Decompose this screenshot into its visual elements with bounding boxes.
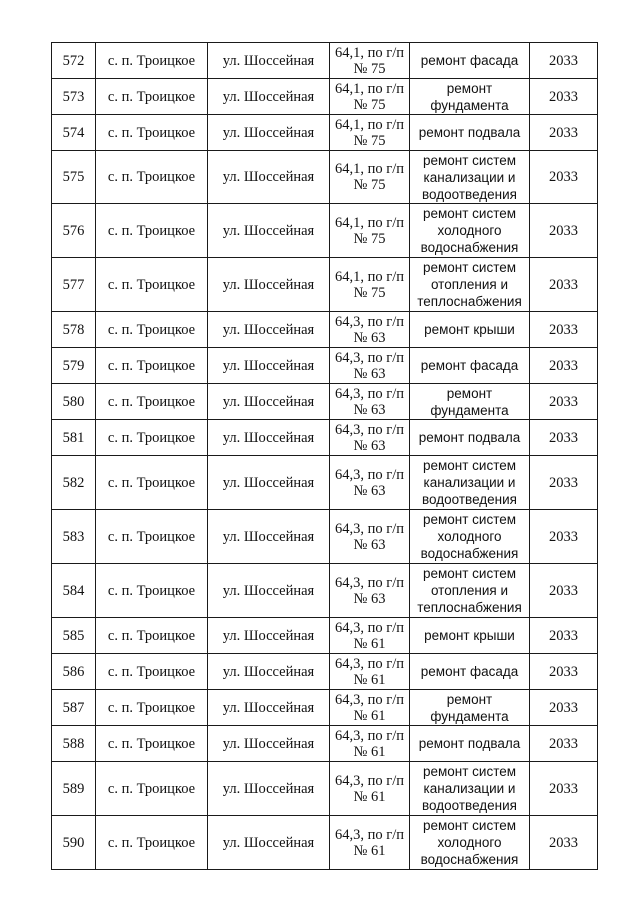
work-type-cell: ремонт подвала bbox=[410, 726, 530, 762]
street-cell: ул. Шоссейная bbox=[208, 726, 330, 762]
year-cell: 2033 bbox=[530, 420, 598, 456]
house-cell: 64,3, по г/п № 61 bbox=[330, 816, 410, 870]
table-row bbox=[52, 510, 598, 564]
row-number: 586 bbox=[52, 654, 96, 690]
row-number: 574 bbox=[52, 115, 96, 151]
row-number: 578 bbox=[52, 312, 96, 348]
street-cell: ул. Шоссейная bbox=[208, 79, 330, 115]
house-cell: 64,1, по г/п № 75 bbox=[330, 151, 410, 204]
table-row bbox=[52, 762, 598, 816]
row-number: 587 bbox=[52, 690, 96, 726]
work-type-cell: ремонт систем холодного водоснабжения bbox=[410, 816, 530, 870]
house-cell: 64,1, по г/п № 75 bbox=[330, 204, 410, 258]
settlement-cell: с. п. Троицкое bbox=[96, 384, 208, 420]
street-cell: ул. Шоссейная bbox=[208, 762, 330, 816]
house-cell: 64,1, по г/п № 75 bbox=[330, 258, 410, 312]
table-row bbox=[52, 79, 598, 115]
year-cell: 2033 bbox=[530, 312, 598, 348]
year-cell: 2033 bbox=[530, 151, 598, 204]
house-cell: 64,1, по г/п № 75 bbox=[330, 79, 410, 115]
year-cell: 2033 bbox=[530, 690, 598, 726]
year-cell: 2033 bbox=[530, 348, 598, 384]
street-cell: ул. Шоссейная bbox=[208, 115, 330, 151]
house-cell: 64,3, по г/п № 61 bbox=[330, 726, 410, 762]
street-cell: ул. Шоссейная bbox=[208, 456, 330, 510]
year-cell: 2033 bbox=[530, 816, 598, 870]
settlement-cell: с. п. Троицкое bbox=[96, 43, 208, 79]
row-number: 576 bbox=[52, 204, 96, 258]
table-row bbox=[52, 384, 598, 420]
table-row bbox=[52, 43, 598, 79]
year-cell: 2033 bbox=[530, 384, 598, 420]
row-number: 577 bbox=[52, 258, 96, 312]
work-type-cell: ремонт систем холодного водоснабжения bbox=[410, 204, 530, 258]
settlement-cell: с. п. Троицкое bbox=[96, 204, 208, 258]
settlement-cell: с. п. Троицкое bbox=[96, 510, 208, 564]
house-cell: 64,3, по г/п № 61 bbox=[330, 654, 410, 690]
table-row bbox=[52, 456, 598, 510]
house-cell: 64,3, по г/п № 63 bbox=[330, 420, 410, 456]
house-cell: 64,1, по г/п № 75 bbox=[330, 115, 410, 151]
row-number: 585 bbox=[52, 618, 96, 654]
street-cell: ул. Шоссейная bbox=[208, 420, 330, 456]
table-row bbox=[52, 726, 598, 762]
house-cell: 64,1, по г/п № 75 bbox=[330, 43, 410, 79]
street-cell: ул. Шоссейная bbox=[208, 654, 330, 690]
year-cell: 2033 bbox=[530, 204, 598, 258]
row-number: 584 bbox=[52, 564, 96, 618]
table-row bbox=[52, 564, 598, 618]
row-number: 583 bbox=[52, 510, 96, 564]
table-body bbox=[52, 43, 598, 870]
row-number: 588 bbox=[52, 726, 96, 762]
year-cell: 2033 bbox=[530, 618, 598, 654]
settlement-cell: с. п. Троицкое bbox=[96, 654, 208, 690]
street-cell: ул. Шоссейная bbox=[208, 690, 330, 726]
year-cell: 2033 bbox=[530, 456, 598, 510]
work-type-cell: ремонт систем канализации и водоотведения bbox=[410, 762, 530, 816]
table-row bbox=[52, 204, 598, 258]
settlement-cell: с. п. Троицкое bbox=[96, 348, 208, 384]
table-row bbox=[52, 115, 598, 151]
settlement-cell: с. п. Троицкое bbox=[96, 420, 208, 456]
row-number: 580 bbox=[52, 384, 96, 420]
house-cell: 64,3, по г/п № 63 bbox=[330, 348, 410, 384]
house-cell: 64,3, по г/п № 61 bbox=[330, 690, 410, 726]
row-number: 589 bbox=[52, 762, 96, 816]
table-row bbox=[52, 816, 598, 870]
table-row bbox=[52, 151, 598, 204]
table-row bbox=[52, 258, 598, 312]
row-number: 573 bbox=[52, 79, 96, 115]
work-type-cell: ремонт фундамента bbox=[410, 79, 530, 115]
row-number: 572 bbox=[52, 43, 96, 79]
house-cell: 64,3, по г/п № 63 bbox=[330, 384, 410, 420]
table-row bbox=[52, 654, 598, 690]
street-cell: ул. Шоссейная bbox=[208, 312, 330, 348]
settlement-cell: с. п. Троицкое bbox=[96, 258, 208, 312]
work-type-cell: ремонт систем канализации и водоотведения bbox=[410, 456, 530, 510]
house-cell: 64,3, по г/п № 63 bbox=[330, 510, 410, 564]
table-row bbox=[52, 690, 598, 726]
work-type-cell: ремонт систем канализации и водоотведения bbox=[410, 151, 530, 204]
work-type-cell: ремонт подвала bbox=[410, 420, 530, 456]
work-type-cell: ремонт подвала bbox=[410, 115, 530, 151]
settlement-cell: с. п. Троицкое bbox=[96, 115, 208, 151]
work-type-cell: ремонт систем холодного водоснабжения bbox=[410, 510, 530, 564]
work-type-cell: ремонт фундамента bbox=[410, 384, 530, 420]
year-cell: 2033 bbox=[530, 510, 598, 564]
settlement-cell: с. п. Троицкое bbox=[96, 564, 208, 618]
settlement-cell: с. п. Троицкое bbox=[96, 456, 208, 510]
year-cell: 2033 bbox=[530, 258, 598, 312]
street-cell: ул. Шоссейная bbox=[208, 510, 330, 564]
work-type-cell: ремонт фасада bbox=[410, 43, 530, 79]
settlement-cell: с. п. Троицкое bbox=[96, 151, 208, 204]
year-cell: 2033 bbox=[530, 564, 598, 618]
house-cell: 64,3, по г/п № 61 bbox=[330, 618, 410, 654]
house-cell: 64,3, по г/п № 61 bbox=[330, 762, 410, 816]
street-cell: ул. Шоссейная bbox=[208, 816, 330, 870]
house-cell: 64,3, по г/п № 63 bbox=[330, 564, 410, 618]
work-type-cell: ремонт крыши bbox=[410, 312, 530, 348]
settlement-cell: с. п. Троицкое bbox=[96, 312, 208, 348]
row-number: 590 bbox=[52, 816, 96, 870]
table-row bbox=[52, 348, 598, 384]
settlement-cell: с. п. Троицкое bbox=[96, 690, 208, 726]
year-cell: 2033 bbox=[530, 43, 598, 79]
work-type-cell: ремонт фундамента bbox=[410, 690, 530, 726]
street-cell: ул. Шоссейная bbox=[208, 348, 330, 384]
table-row bbox=[52, 618, 598, 654]
street-cell: ул. Шоссейная bbox=[208, 618, 330, 654]
year-cell: 2033 bbox=[530, 79, 598, 115]
year-cell: 2033 bbox=[530, 115, 598, 151]
year-cell: 2033 bbox=[530, 654, 598, 690]
work-type-cell: ремонт фасада bbox=[410, 654, 530, 690]
settlement-cell: с. п. Троицкое bbox=[96, 79, 208, 115]
work-type-cell: ремонт систем отопления и теплоснабжения bbox=[410, 258, 530, 312]
street-cell: ул. Шоссейная bbox=[208, 384, 330, 420]
year-cell: 2033 bbox=[530, 726, 598, 762]
row-number: 579 bbox=[52, 348, 96, 384]
street-cell: ул. Шоссейная bbox=[208, 151, 330, 204]
street-cell: ул. Шоссейная bbox=[208, 204, 330, 258]
row-number: 575 bbox=[52, 151, 96, 204]
work-type-cell: ремонт фасада bbox=[410, 348, 530, 384]
settlement-cell: с. п. Троицкое bbox=[96, 762, 208, 816]
street-cell: ул. Шоссейная bbox=[208, 258, 330, 312]
house-cell: 64,3, по г/п № 63 bbox=[330, 456, 410, 510]
repair-schedule-table bbox=[51, 42, 598, 870]
year-cell: 2033 bbox=[530, 762, 598, 816]
street-cell: ул. Шоссейная bbox=[208, 564, 330, 618]
house-cell: 64,3, по г/п № 63 bbox=[330, 312, 410, 348]
row-number: 581 bbox=[52, 420, 96, 456]
work-type-cell: ремонт крыши bbox=[410, 618, 530, 654]
work-type-cell: ремонт систем отопления и теплоснабжения bbox=[410, 564, 530, 618]
settlement-cell: с. п. Троицкое bbox=[96, 816, 208, 870]
settlement-cell: с. п. Троицкое bbox=[96, 726, 208, 762]
table-row bbox=[52, 420, 598, 456]
row-number: 582 bbox=[52, 456, 96, 510]
table-row bbox=[52, 312, 598, 348]
street-cell: ул. Шоссейная bbox=[208, 43, 330, 79]
settlement-cell: с. п. Троицкое bbox=[96, 618, 208, 654]
